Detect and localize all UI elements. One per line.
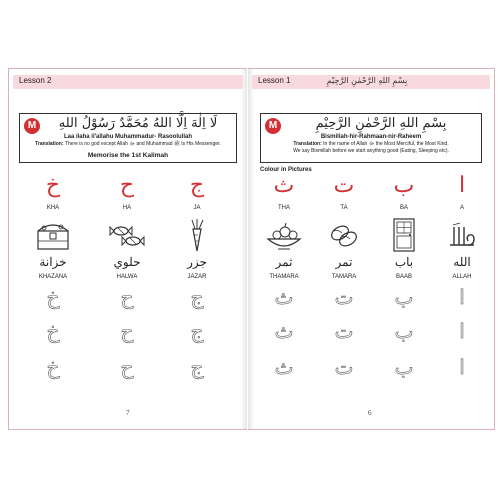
memorise-badge-icon: M	[24, 118, 40, 134]
word-arabic: باب	[394, 255, 414, 269]
left-page	[8, 68, 247, 430]
trace-letter: ح	[120, 285, 134, 309]
trace-letter: ث	[274, 285, 294, 309]
lesson-title: Lesson 1	[258, 76, 291, 85]
kalimah-translation	[24, 141, 232, 148]
letter-name: TA	[340, 205, 348, 211]
trace-letter: ت	[334, 319, 354, 343]
trace-letter: ح	[120, 319, 134, 343]
letter-name: THA	[278, 205, 290, 211]
trace-letter: ج	[190, 319, 204, 343]
spine-shadow	[241, 69, 247, 429]
word-transliteration: TAMARA	[331, 274, 357, 280]
allah-calligraphy-icon	[444, 217, 480, 253]
memorise-instruction: Memorise the 1st Kalimah	[87, 152, 169, 159]
word-transliteration: BAAB	[395, 274, 412, 280]
kalimah-transliteration: Laa ilaha il'allahu Muhammadur- Rasoolullah	[63, 134, 193, 140]
carrot-icon	[179, 217, 215, 253]
page-number: 6	[368, 409, 372, 417]
lesson-bar	[13, 75, 243, 89]
letter-glyph: ج	[189, 173, 205, 198]
letter-name: KHA	[46, 205, 60, 211]
letter-glyph: ا	[458, 173, 466, 198]
translation-label: Translation:	[35, 141, 64, 147]
letter-glyph: ب	[393, 173, 415, 198]
page-number: 7	[126, 409, 130, 417]
word-arabic: الله	[453, 255, 471, 269]
trace-letter: ج	[190, 285, 204, 309]
bismillah-arabic: بِسْمِ اللهِ الرَّحْمٰنِ الرَّحِيْمِ	[315, 116, 447, 131]
letter-glyph: ث	[273, 173, 295, 198]
kalimah-arabic: لَا اِلٰهَ اِلَّا اللهُ مُحَمَّدٌ رَسُوْلُ اللهِ	[58, 116, 218, 131]
door-icon	[386, 217, 422, 253]
lesson-title: Lesson 2	[19, 76, 52, 85]
trace-letter: ج	[190, 355, 204, 379]
trace-letter: ح	[120, 355, 134, 379]
trace-letter: خ	[46, 355, 60, 379]
trace-letter: ب	[394, 355, 414, 379]
trace-letter: ا	[459, 285, 465, 309]
letter-glyph: ح	[119, 173, 135, 198]
trace-letter: ث	[274, 319, 294, 343]
word-transliteration: THAMARA	[269, 274, 299, 280]
trace-letter: خ	[46, 319, 60, 343]
bismillah-transliteration: Bismillah-hir-Rahmaan-nir-Raheem	[320, 134, 422, 140]
translation-label: Translation:	[293, 141, 322, 147]
letter-name: JA	[193, 205, 201, 211]
trace-letter: ث	[274, 355, 294, 379]
word-arabic: ثمر	[275, 255, 293, 269]
word-transliteration: JAZAR	[187, 274, 207, 280]
translation-text-2: We say Bismillah before we start anything good (Eating, Sleeping etc).	[293, 147, 449, 154]
letter-glyph: ت	[333, 173, 355, 198]
spine-shadow	[248, 69, 254, 429]
translation-text: In the name of Allah ﷻ the Most Merciful, the Most Kind.	[323, 141, 449, 147]
right-page	[248, 68, 495, 430]
lesson-bar	[252, 75, 490, 89]
trace-letter: ا	[459, 355, 465, 379]
letter-glyph: خ	[45, 173, 61, 198]
letter-name: A	[459, 205, 464, 211]
bismillah-box	[260, 113, 482, 163]
trace-letter: خ	[46, 285, 60, 309]
trace-letter: ب	[394, 285, 414, 309]
word-arabic: خزانة	[39, 255, 67, 269]
treasure-chest-icon	[35, 217, 71, 253]
word-transliteration: KHAZANA	[38, 274, 68, 280]
kalimah-box	[19, 113, 237, 163]
memorise-badge-icon: M	[265, 118, 281, 134]
fruit-bowl-icon	[266, 217, 302, 253]
bismillah-translation	[265, 141, 477, 154]
word-transliteration: HALWA	[116, 274, 138, 280]
basmala-heading: بِسْمِ اللهِ الرَّحْمٰنِ الرَّحِيْمِ	[326, 76, 408, 85]
word-transliteration: ALLAH	[452, 274, 472, 280]
trace-letter: ت	[334, 285, 354, 309]
word-arabic: تمر	[335, 255, 353, 269]
translation-text: There is no god except Allah ﷻ and Muhammad ﷺ is His Messenger.	[64, 141, 221, 147]
trace-letter: ت	[334, 355, 354, 379]
trace-letter: ا	[459, 319, 465, 343]
letter-name: BA	[399, 205, 408, 211]
word-arabic: حلوي	[113, 255, 141, 269]
trace-letter: ب	[394, 319, 414, 343]
candy-icon	[109, 217, 145, 253]
dates-icon	[326, 217, 362, 253]
letter-name: HA	[122, 205, 132, 211]
colour-caption: Colour in Pictures	[260, 167, 312, 173]
word-arabic: جزر	[187, 255, 207, 269]
